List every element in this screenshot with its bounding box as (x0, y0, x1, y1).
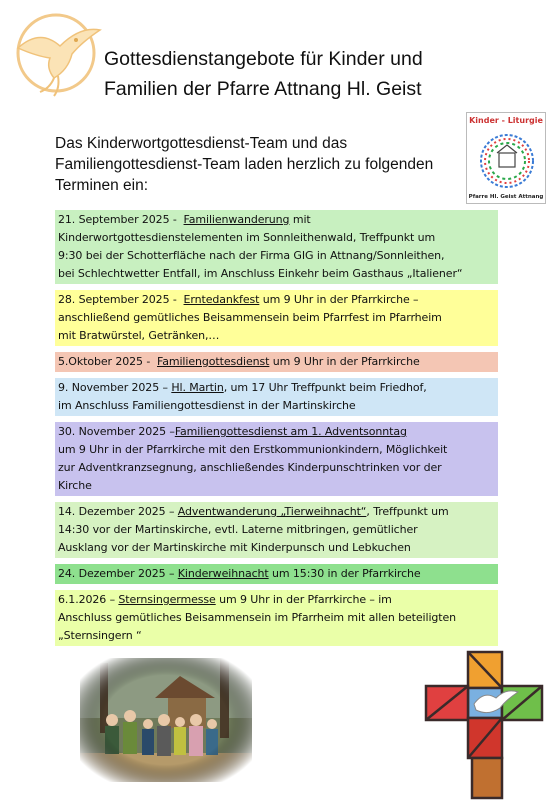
event-text: um 9 Uhr in der Pfarrkirche (269, 355, 420, 368)
children-circle-icon (467, 113, 547, 205)
event-title: Familiengottesdienst am 1. Adventsonntag (174, 425, 407, 438)
event-text: , um 17 Uhr Treffpunkt beim Friedhof, (223, 381, 427, 394)
event-line: anschließend gemütliches Beisammensein beim Pfarrfest im Pfarrheim (58, 311, 442, 324)
event-date: 5.Oktober 2025 - (58, 355, 151, 368)
event-date: 14. Dezember 2025 – (58, 505, 175, 518)
event-date: 28. September 2025 - (58, 293, 177, 306)
event-text: um 15:30 in der Pfarrkirche (268, 567, 421, 580)
group-photo (80, 658, 252, 782)
event-line: Kirche (58, 479, 92, 492)
kinder-liturgie-logo (466, 112, 546, 204)
event-date: 24. Dezember 2025 – (58, 567, 175, 580)
event-title: Adventwanderung „Tierweihnacht“ (177, 505, 367, 518)
event-line: im Anschluss Familiengottesdienst in der Martinskirche (58, 399, 356, 412)
event-text: , Treffpunkt um (366, 505, 449, 518)
event-title: Sternsingermesse (118, 593, 216, 606)
event-title: Erntedankfest (183, 293, 260, 306)
event-title: Familiengottesdienst (157, 355, 270, 368)
event-title: Familienwanderung (183, 213, 290, 226)
event-text: um 9 Uhr in der Pfarrkirche – (259, 293, 419, 306)
event-item (55, 210, 498, 284)
event-date: 6.1.2026 – (58, 593, 115, 606)
intro-text (55, 133, 465, 196)
event-line: 9:30 bei der Schotterfläche nach der Firma GIG in Attnang/Sonnleithen, (58, 249, 445, 262)
intro-line-1: Das Kinderwortgottesdienst-Team und das (55, 135, 348, 152)
event-item (55, 590, 498, 646)
event-line: Ausklang vor der Martinskirche mit Kinderpunsch und Lebkuchen (58, 541, 411, 554)
event-line: mit Bratwürstel, Getränken,… (58, 329, 220, 342)
intro-line-3: Terminen ein: (55, 177, 149, 194)
kinder-liturgie-logo-title: Kinder - Liturgie (469, 116, 543, 125)
event-date: 9. November 2025 – (58, 381, 168, 394)
event-text: mit (289, 213, 311, 226)
event-item (55, 352, 498, 372)
event-text: um 9 Uhr in der Pfarrkirche – im (215, 593, 392, 606)
event-title: Kinderweihnacht (177, 567, 269, 580)
event-date: 21. September 2025 - (58, 213, 177, 226)
page-title (104, 44, 504, 104)
event-item (55, 564, 498, 584)
event-item (55, 290, 498, 346)
kinder-liturgie-logo-footer: Pfarre Hl. Geist Attnang (468, 194, 544, 200)
stained-glass-cross-icon (418, 646, 548, 801)
event-date: 30. November 2025 – (58, 425, 175, 438)
event-line: bei Schlechtwetter Entfall, im Anschluss Einkehr beim Gasthaus „Italiener“ (58, 267, 463, 280)
intro-line-2: Familiengottesdienst-Team laden herzlich zu folgenden (55, 156, 434, 173)
title-line-1: Gottesdienstangebote für Kinder und (104, 48, 423, 70)
event-title: Hl. Martin (171, 381, 224, 394)
event-item (55, 378, 498, 416)
title-line-2: Familien der Pfarre Attnang Hl. Geist (104, 78, 422, 100)
event-line: „Sternsingern “ (58, 629, 142, 642)
event-item (55, 422, 498, 496)
event-line: 14:30 vor der Martinskirche, evtl. Laterne mitbringen, gemütlicher (58, 523, 418, 536)
event-item (55, 502, 498, 558)
event-line: zur Adventkranzsegnung, anschließendes Kinderpunschtrinken vor der (58, 461, 442, 474)
event-line: Kinderwortgottesdienstelementen im Sonnleithenwald, Treffpunkt um (58, 231, 436, 244)
event-line: Anschluss gemütliches Beisammensein im Pfarrheim mit allen beteiligten (58, 611, 457, 624)
event-list (55, 210, 498, 652)
dove-logo-icon (10, 8, 102, 98)
event-line: um 9 Uhr in der Pfarrkirche mit den Erstkommunionkindern, Möglichkeit (58, 443, 448, 456)
